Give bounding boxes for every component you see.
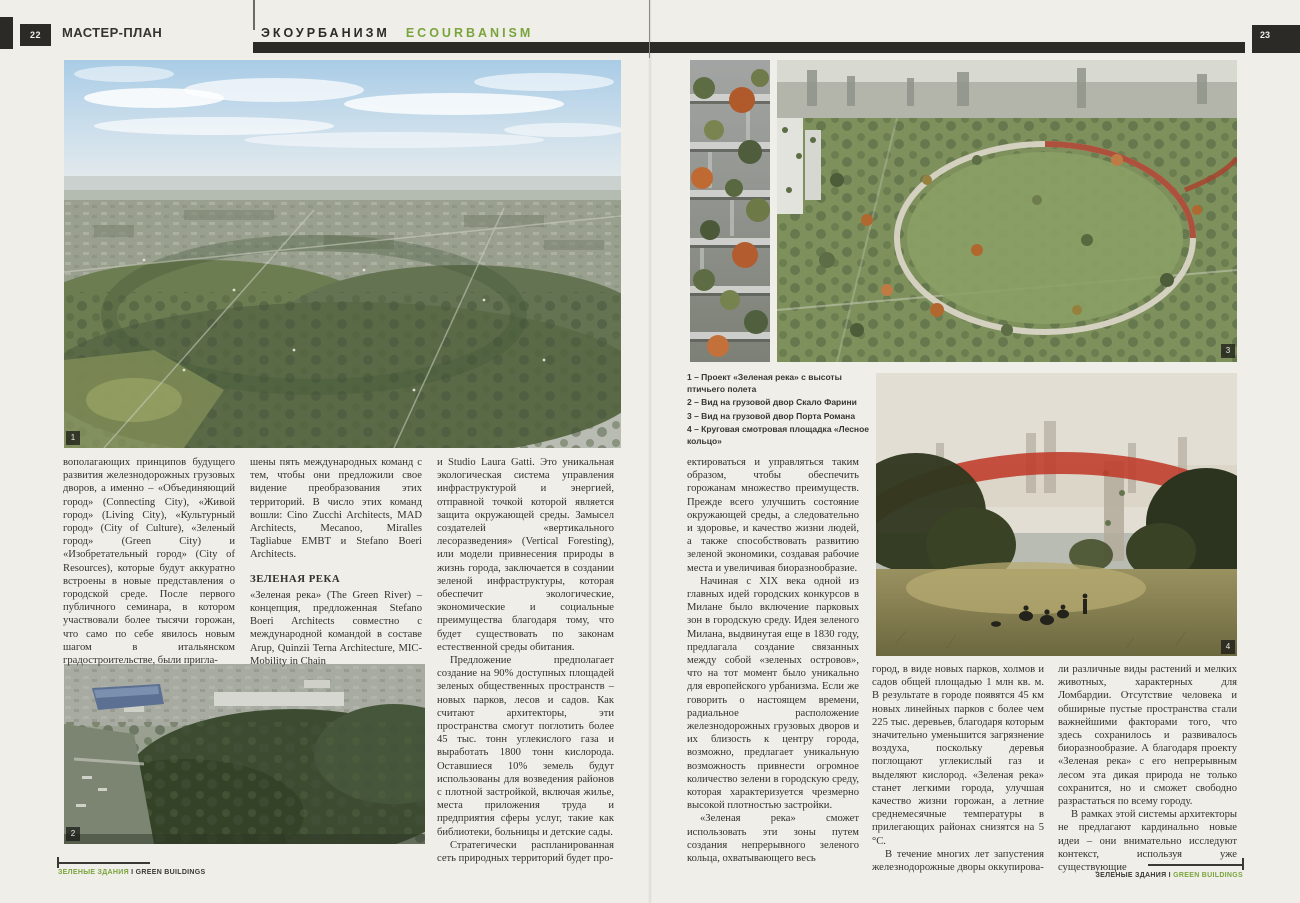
- aerial-milan-illustration: [64, 60, 621, 448]
- body-paragraph: и Studio Laura Gatti. Это уникальная экологическая система управления инфраструктурой и энергией, отправной точкой которой является защита окружающей среды. Замысел создателей «вертикального лесоразведения» (Vertical Foresting), или модели привнесения природы в жизнь города, заключается в создании зеленой инфраструктуры, которая обеспечит экологические, экономические и социальные преимущества благодаря тому, что будет существовать по законам естественной среды обитания.: [437, 457, 614, 653]
- figure-3-label: 3: [1221, 344, 1235, 358]
- figure-forest-ring: [876, 373, 1237, 656]
- figure-4-label: 4: [1221, 640, 1235, 654]
- figure-1-label: 1: [66, 431, 80, 445]
- caption-1: 1 – Проект «Зеленая река» с высоты птичьего полета: [687, 372, 842, 394]
- right-page-column-1: [687, 456, 859, 865]
- figure-captions: [687, 372, 869, 449]
- footer-right-ru: ЗЕЛЕНЫЕ ЗДАНИЯ: [1095, 872, 1167, 879]
- footer-left-en: GREEN BUILDINGS: [135, 869, 206, 876]
- spine-tab: [0, 17, 13, 49]
- left-page-column-2: [250, 456, 422, 668]
- left-page-column-1: [63, 456, 235, 667]
- caption-4: 4 – Круговая смотровая площадка «Лесное кольцо»: [687, 424, 869, 446]
- body-paragraph: город, в виде новых парков, холмов и садов общей площадью 1 млн кв. м. В результате в городе появятся 45 км новых линейных парков с более чем 225 тыс. деревьев, благодаря которым значительно уменьшится загрязнение воздуха, поскольку деревья поглощают углекислый газ и выделяют кислород. «Зеленая река» станет легкими города, улучшая качество жизни горожан, а летние среднемесячные температуры в прилегающих районах снизятся на 5 °C.: [872, 664, 1044, 847]
- footer-left-ru: ЗЕЛЕНЫЕ ЗДАНИЯ: [58, 869, 129, 876]
- body-paragraph: Начиная с XIX века одной из главных идей городских конкурсов в Милане было включение парковых зон в городскую среду. Идея зеленого Милана, выдвинутая еще в 1830 году, предлагала создание связанных между собой «зеленых островов», что на тот момент было уникально для европейского урбанизма. Если же говорить о настоящем времени, радиальное расположение железнодорожных грузовых дворов и их близость к центру города, возможно, предлагает уникальную возможность привнести огромное количество зелени в городскую среду, которая характеризуется чрезмерно высокой плотностью застройки.: [687, 575, 859, 812]
- footer-right-separator: I: [1166, 872, 1174, 879]
- page-crease: [648, 0, 652, 903]
- section-title-ru: ЭКОУРБАНИЗМ: [261, 26, 390, 40]
- body-paragraph: Предложение предполагает создание на 90% доступных площадей зеленых общественных пространств – новых парков, лесов и садов. Как считают архитекторы, эти пространства смогут поглотить более 45 тыс. тонн углекислого газа и выработать 1800 тонн кислорода. Оставшиеся 10% земель будут использованы для возведения районов с плотной застройкой, включая жилье, места приложения труда и предприятия сферы услуг, такие как библиотеки, больницы и детские сады.: [437, 655, 614, 838]
- body-paragraph: В течение многих лет запустения железнодорожные дворы оккупирова-: [872, 848, 1044, 874]
- section-title-en: ECOURBANISM: [405, 26, 534, 40]
- footer-rule-right: [1148, 864, 1243, 866]
- right-page-column-2: [872, 663, 1044, 874]
- body-paragraph: «Зеленая река» (The Green River) – концепция, предложенная Stefano Boeri Architects совместно с международной командой в составе Arup, Quinzii Terna Architecture, MIC-Mobility in Chain: [250, 589, 422, 667]
- page-number-left: 22: [20, 24, 51, 46]
- rail-yard-illustration: [64, 664, 425, 844]
- footer-crop-mark-left: [57, 857, 59, 868]
- footer-right-en: GREEN BUILDINGS: [1173, 872, 1243, 879]
- header-divider-line: [253, 0, 255, 30]
- figure-scalo-farini-aerial: [64, 664, 425, 844]
- caption-3: 3 – Вид на грузовой двор Порта Романа: [687, 410, 856, 421]
- page-number-right: 23: [1252, 25, 1300, 53]
- kicker-master-plan: МАСТЕР-ПЛАН: [62, 25, 163, 40]
- caption-2: 2 – Вид на грузовой двор Скало Фарини: [687, 397, 857, 407]
- figure-2-label: 2: [66, 827, 80, 841]
- footer-crop-mark-right: [1242, 858, 1244, 870]
- footer-left: [58, 868, 206, 877]
- red-ring-illustration: [876, 373, 1237, 656]
- section-subhead-green-river: ЗЕЛЕНАЯ РЕКА: [250, 572, 341, 585]
- circular-park-illustration: [777, 60, 1237, 362]
- right-page-column-3: [1058, 663, 1237, 874]
- body-paragraph: В рамках этой системы архитекторы не предлагают кардинально новые идеи – они внимательно исследуют контекст, используя уже существующие: [1058, 809, 1237, 874]
- footer-rule-left: [58, 862, 150, 864]
- body-paragraph: ли различные виды растений и мелких животных, характерных для Ломбардии. Отсутствие человека и обширные пустые пространства стали важнейшими факторами того, что здесь сохранилось и развивалось биоразнообразие. А благодаря проекту «Зеленая река» с его непрерывным лесом эта дикая природа не только сохранится, но и сможет свободно разрастаться по всему городу.: [1058, 664, 1237, 808]
- figure-porta-romana-aerial: [777, 60, 1237, 362]
- figure-vertical-forest-strip: [690, 60, 770, 362]
- body-paragraph: Стратегически распланированная сеть природных территорий будет про-: [437, 839, 614, 865]
- body-paragraph: ектироваться и управляться таким образом, чтобы обеспечить горожанам множество преимуществ. Прежде всего улучшить состояние окружающей среды, а следовательно и здоровье, и качество жизни людей, а также способствовать развитию зеленой экономики, создавая рабочие места и увеличивая биоразнообразие.: [687, 457, 859, 574]
- section-header: [261, 26, 533, 41]
- figure-green-river-aerial: [64, 60, 621, 448]
- page-crease-top: [649, 0, 650, 58]
- body-paragraph: «Зеленая река» сможет использовать эти зоны путем создания непрерывного зеленого кольца, охватывающего весь: [687, 813, 859, 865]
- vertical-forest-illustration: [690, 60, 770, 362]
- body-paragraph: шены пять международных команд с тем, чтобы они предложили свое видение преобразования этих территорий. В число этих команд вошли: Cino Zucchi Architects, MAD Architects, Mecanoo, Miralles Tagliabue EMBT и Stefano Boeri Architects.: [250, 457, 422, 561]
- left-page-column-3: [437, 456, 614, 865]
- footer-left-separator: I: [128, 869, 136, 876]
- body-paragraph: вополагающих принципов будущего развития железнодорожных грузовых дворов, а именно – «Объединяющий город» (Connecting City), «Живой город» (Living City), «Культурный город» (City of Culture), «Зеленый город» (Green City) и «Изобретательный город» (City of Resources), которые будут аккуратно встроены в новые представления о городской среде. После первого публичного семинара, в котором участвовали более тысячи горожан, что само по себе явилось новым шагом в итальянском градостроительстве, были пригла-: [63, 457, 235, 667]
- header-bar: [253, 42, 1245, 53]
- footer-right: [1056, 871, 1243, 880]
